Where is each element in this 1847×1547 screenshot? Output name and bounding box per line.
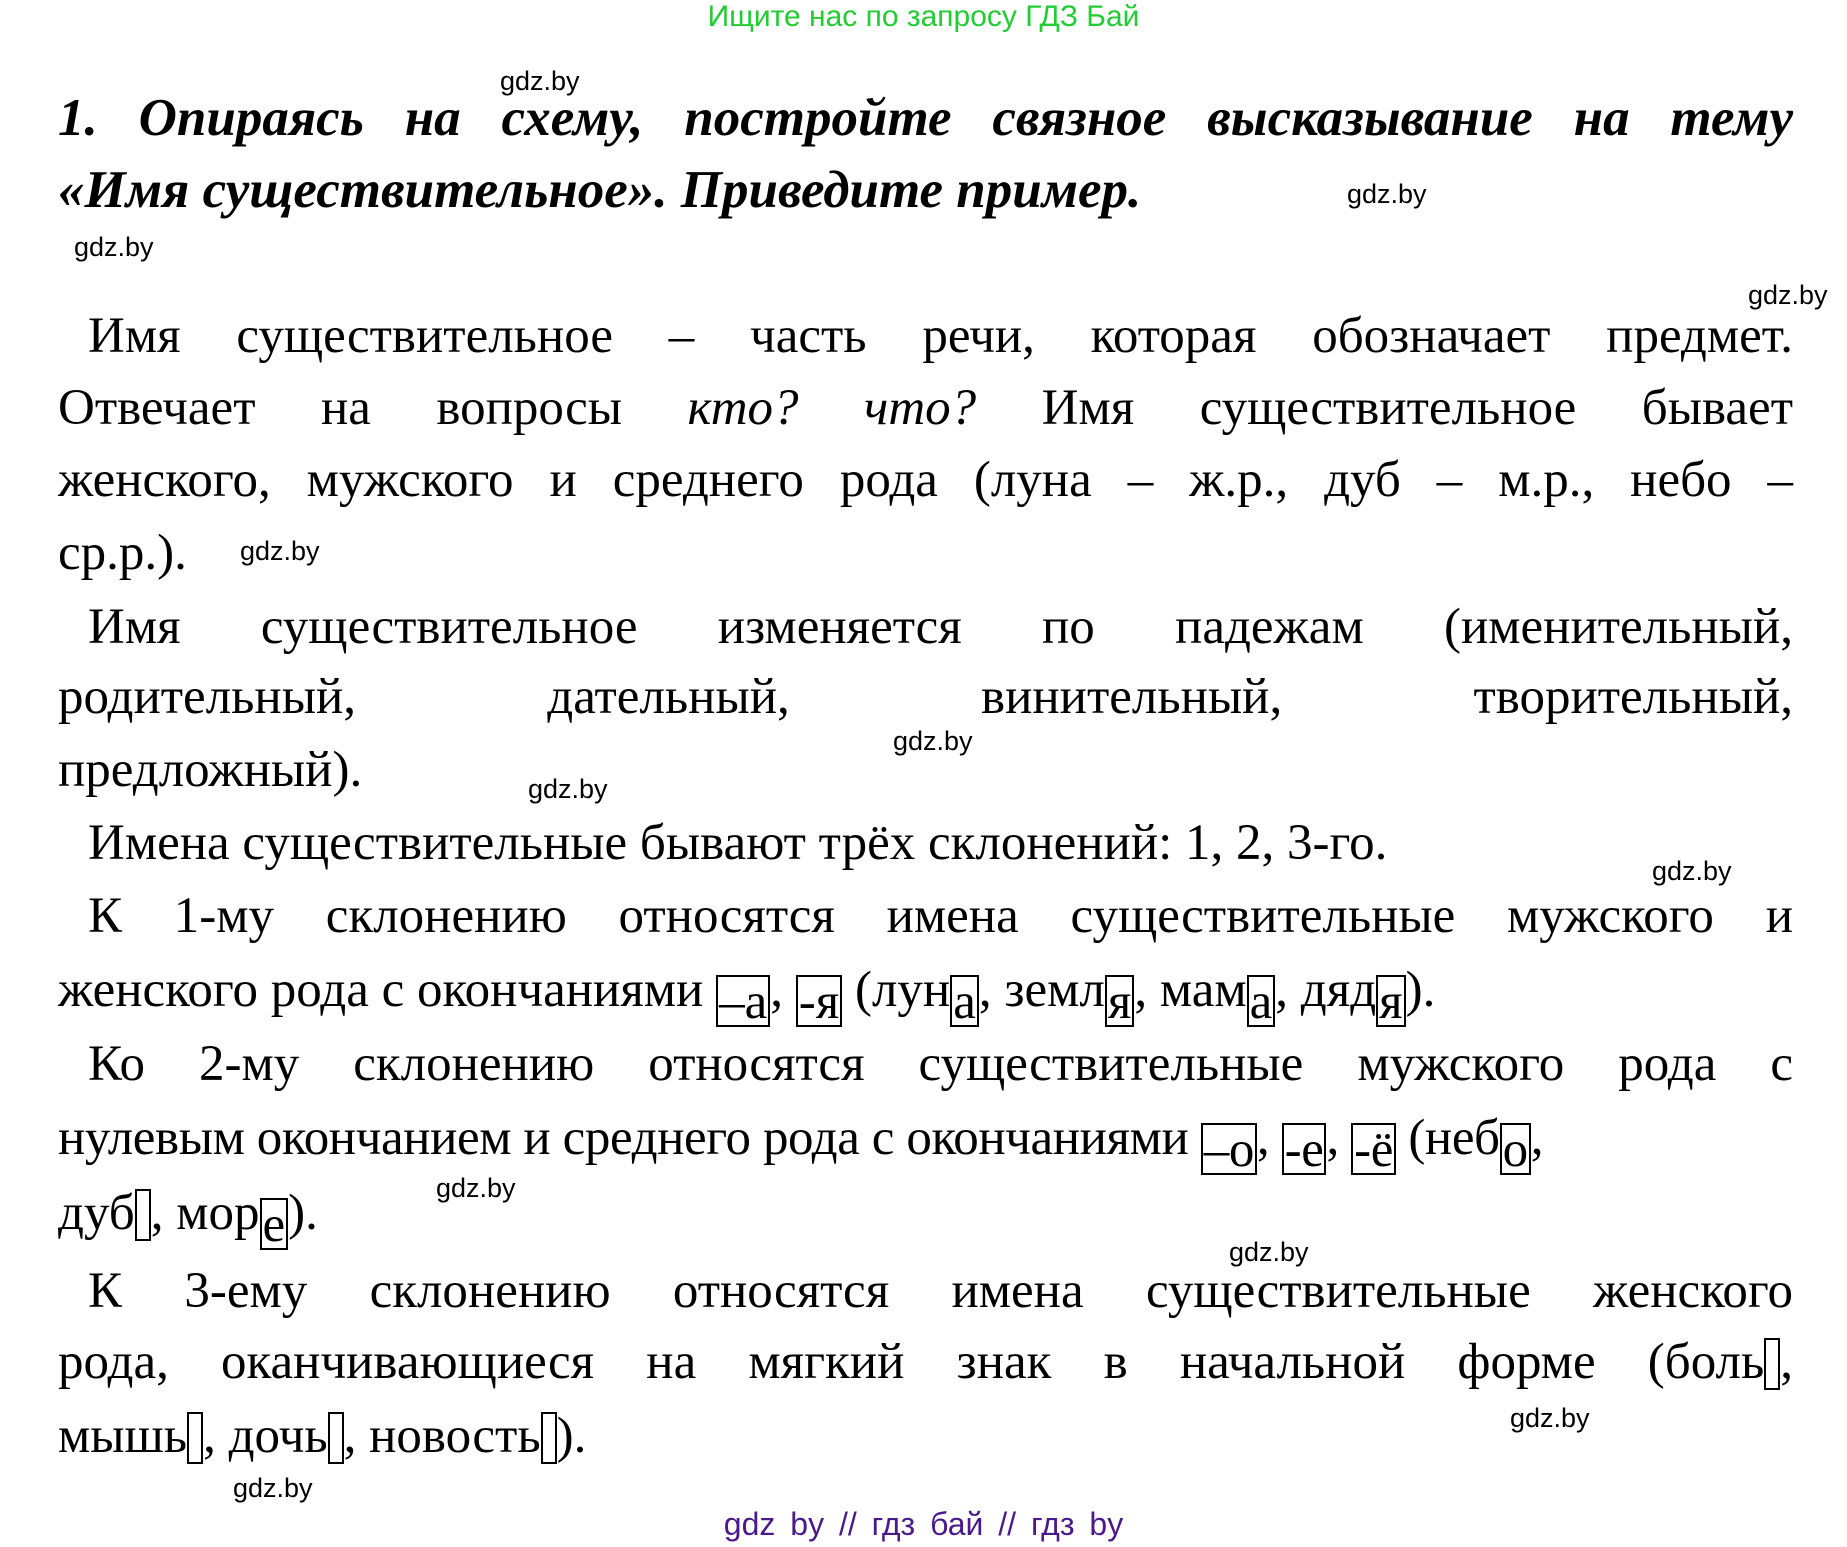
watermark: gdz.by (240, 536, 320, 566)
watermark: gdz.by (1748, 280, 1828, 310)
stem: земл (1004, 962, 1105, 1018)
task-title-line-2: «Имя существительное». Приведите пример. (58, 161, 1142, 219)
answer-p5-line-1: Ко 2-му склонению относятся существительные мужского рода с (88, 1036, 1793, 1092)
watermark: gdz.by (893, 726, 973, 756)
ending-box: –а (716, 975, 770, 1027)
null-ending-box (135, 1189, 151, 1241)
watermark: gdz.by (528, 774, 608, 804)
task-title-line-1: 1. Опираясь на схему, постройте связное высказывание на тему (58, 89, 1793, 147)
answer-p4-line-1: К 1-му склонению относятся имена существительные мужского и (88, 888, 1793, 944)
null-ending-box (541, 1412, 557, 1464)
ending-box: я (1105, 975, 1134, 1027)
text: женского рода с окончаниями (58, 962, 717, 1018)
watermark: gdz.by (233, 1473, 313, 1503)
watermark: gdz.by (1510, 1403, 1590, 1433)
stem: дочь (228, 1408, 328, 1464)
answer-p1-line-3: женского, мужского и среднего рода (луна – ж.р., дуб – м.р., небо – (58, 452, 1793, 508)
watermark: gdz.by (1347, 179, 1427, 209)
ending-box: я (1376, 975, 1405, 1027)
null-ending-box (1764, 1338, 1780, 1390)
answer-p5-line-2: нулевым окончанием и среднего рода с окончаниями –о, -е, -ё (небо, (58, 1110, 1544, 1178)
stem: мам (1159, 962, 1247, 1018)
watermark: gdz.by (74, 232, 154, 262)
answer-p2-line-3: предложный). (58, 742, 363, 798)
null-ending-box (187, 1412, 203, 1464)
answer-p6-line-3: мышь , дочь , новость ). (58, 1408, 587, 1464)
watermark: gdz.by (436, 1173, 516, 1203)
ending-box: е (260, 1198, 289, 1250)
stem: лун (871, 962, 951, 1018)
answer-p5-line-3: дуб , море). (58, 1185, 318, 1253)
search-banner: Ищите нас по запросу ГДЗ Бай (707, 0, 1140, 33)
stem: дяд (1300, 962, 1377, 1018)
answer-p3-line-1: Имена существительные бывают трёх склонений: 1, 2, 3-го. (88, 815, 1388, 871)
ending-box: а (950, 975, 979, 1027)
text: нулевым окончанием и среднего рода с окончаниями (58, 1110, 1201, 1166)
answer-p1-line-4: ср.р.). (58, 525, 187, 581)
watermark: gdz.by (1229, 1237, 1309, 1267)
stem: мор (176, 1185, 260, 1241)
stem: мышь (58, 1408, 188, 1464)
answer-p6-line-2: рода, оканчивающиеся на мягкий знак в начальной форме (боль , (58, 1334, 1793, 1390)
footer-banner: gdz by // гдз бай // гдз by (723, 1506, 1124, 1542)
ending-box: -я (796, 975, 842, 1027)
answer-p2-line-1: Имя существительное изменяется по падежам (именительный, (88, 599, 1793, 655)
stem: неб (1424, 1110, 1500, 1166)
watermark: gdz.by (500, 66, 580, 96)
ending-box: -ё (1351, 1123, 1396, 1175)
text: Имя существительное бывает (976, 380, 1793, 436)
null-ending-box (328, 1412, 344, 1464)
answer-p1-line-1: Имя существительное – часть речи, которая обозначает предмет. (88, 308, 1793, 364)
answer-p6-line-1: К 3-ему склонению относятся имена существительные женского (88, 1263, 1793, 1319)
watermark: gdz.by (1652, 856, 1732, 886)
ending-box: а (1247, 975, 1276, 1027)
text: Отвечает на вопросы (58, 380, 688, 436)
stem: боль (1664, 1334, 1765, 1390)
answer-p4-line-2: женского рода с окончаниями –а, -я (луна, земля, мама, дядя). (58, 962, 1436, 1030)
answer-p2-line-2: родительный, дательный, винительный, творительный, (58, 669, 1793, 725)
questions-italic: кто? что? (687, 380, 977, 436)
ending-box: о (1500, 1123, 1531, 1175)
answer-p1-line-2 (58, 377, 1793, 439)
stem: дуб (58, 1185, 135, 1241)
stem: новость (369, 1408, 541, 1464)
ending-box: –о (1201, 1123, 1257, 1175)
ending-box: -е (1282, 1123, 1327, 1175)
text: рода, оканчивающиеся на мягкий знак в начальной форме ( (58, 1334, 1665, 1390)
